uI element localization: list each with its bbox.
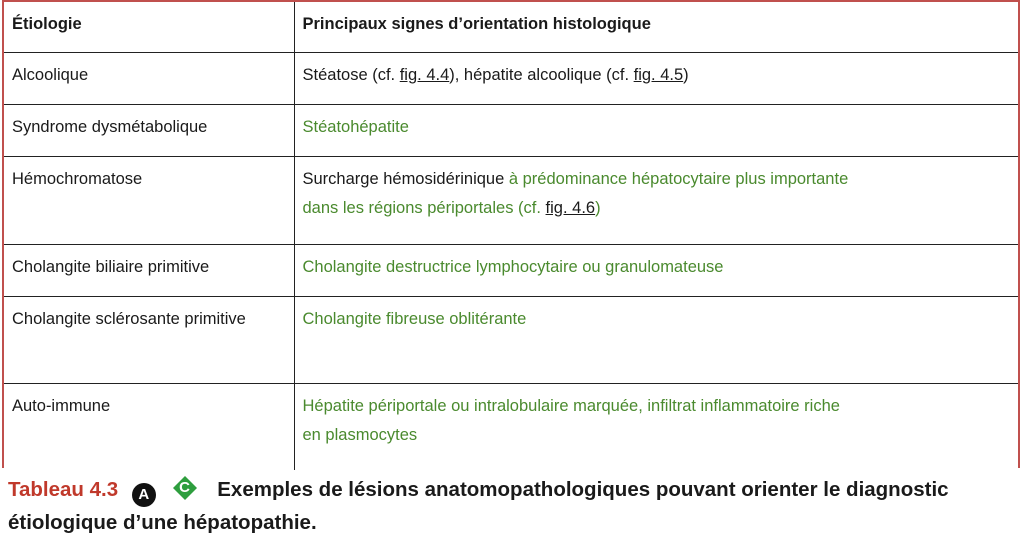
etiology-cell: Alcoolique bbox=[4, 52, 294, 104]
signs-cell bbox=[294, 104, 1018, 156]
etiology-cell: Hémochromatose bbox=[4, 156, 294, 244]
figure-reference-link[interactable]: fig. 4.4 bbox=[399, 65, 450, 84]
signs-text: ) bbox=[595, 198, 601, 217]
etiology-cell: Cholangite biliaire primitive bbox=[4, 244, 294, 296]
header-signs: Principaux signes d’orientation histologique bbox=[294, 2, 1018, 52]
etiology-table bbox=[4, 2, 1018, 470]
badge-c-letter: C bbox=[179, 479, 190, 496]
signs-text: Stéatohépatite bbox=[302, 117, 409, 136]
badge-a-letter: A bbox=[138, 486, 150, 503]
signs-text: dans les régions périportales (cf. bbox=[302, 198, 546, 217]
signs-text: Surcharge hémosidérinique bbox=[302, 169, 509, 188]
signs-cell bbox=[294, 383, 1018, 470]
table-row bbox=[4, 383, 1018, 470]
signs-text: Hépatite périportale ou intralobulaire marquée, infiltrat inflammatoire riche bbox=[302, 396, 840, 415]
table-frame bbox=[2, 0, 1020, 468]
signs-text: à prédominance hépatocytaire plus importante bbox=[508, 169, 849, 188]
signs-cell bbox=[294, 244, 1018, 296]
table-caption bbox=[8, 474, 1018, 538]
etiology-cell: Syndrome dysmétabolique bbox=[4, 104, 294, 156]
etiology-cell: Cholangite sclérosante primitive bbox=[4, 296, 294, 383]
etiology-cell: Auto-immune bbox=[4, 383, 294, 470]
table-row bbox=[4, 296, 1018, 383]
figure-reference-link[interactable]: fig. 4.5 bbox=[633, 65, 684, 84]
signs-text: Stéatose (cf. bbox=[302, 65, 400, 84]
level-c-badge-icon bbox=[172, 475, 198, 501]
caption-label: Tableau 4.3 bbox=[8, 478, 119, 501]
signs-text: ) bbox=[683, 65, 689, 84]
table-row bbox=[4, 244, 1018, 296]
table-row bbox=[4, 156, 1018, 244]
table-row bbox=[4, 52, 1018, 104]
signs-text: en plasmocytes bbox=[302, 425, 418, 444]
signs-text: Cholangite fibreuse oblitérante bbox=[302, 309, 527, 328]
signs-text: Cholangite destructrice lymphocytaire ou granulomateuse bbox=[302, 257, 724, 276]
signs-cell bbox=[294, 296, 1018, 383]
signs-text: ), hépatite alcoolique (cf. bbox=[449, 65, 634, 84]
table-header-row bbox=[4, 2, 1018, 52]
caption-text: Exemples de lésions anatomopathologiques pouvant orienter le diagnostic étiologique d’une hépatopathie. bbox=[8, 478, 949, 534]
level-a-badge-icon bbox=[132, 483, 156, 507]
header-etiology: Étiologie bbox=[4, 2, 294, 52]
figure-reference-link[interactable]: fig. 4.6 bbox=[545, 198, 596, 217]
signs-cell bbox=[294, 156, 1018, 244]
table-row bbox=[4, 104, 1018, 156]
signs-cell bbox=[294, 52, 1018, 104]
